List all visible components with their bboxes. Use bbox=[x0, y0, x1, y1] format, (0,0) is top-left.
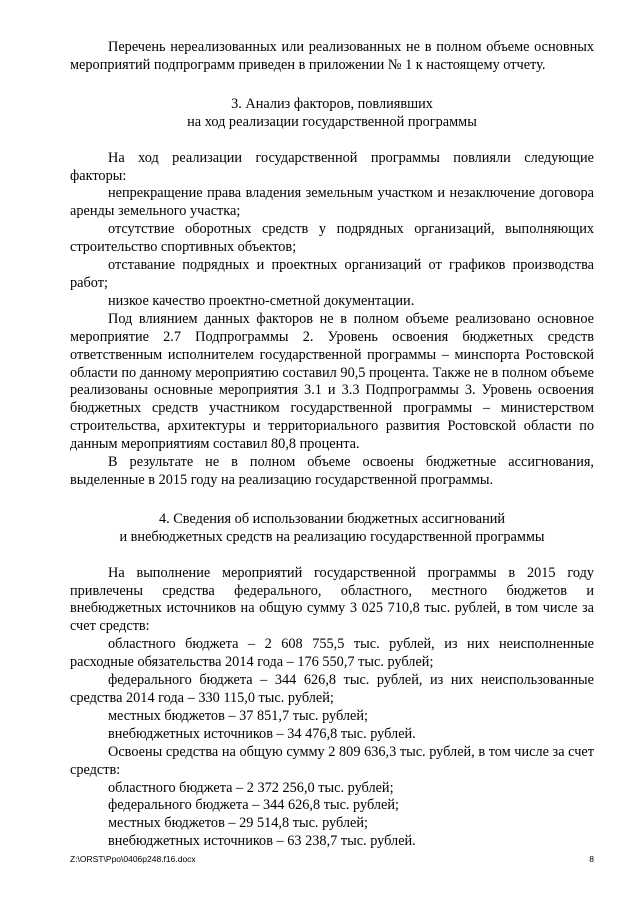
file-path: Z:\ORST\Ppo\0406p248.f16.docx bbox=[70, 854, 196, 864]
section-3-heading-line-2: на ход реализации государственной программы bbox=[187, 113, 477, 130]
section-3 bbox=[70, 96, 594, 490]
funding-item: федерального бюджета – 344 626,8 тыс. рублей, из них неиспользованные средства 2014 года – 330 115,0 тыс. рублей; bbox=[70, 672, 594, 706]
paragraph: Освоены средства на общую сумму 2 809 636,3 тыс. рублей, в том числе за счет средств: bbox=[70, 743, 594, 778]
factor-item: низкое качество проектно-сметной документации. bbox=[108, 292, 415, 309]
section-4-heading-line-2: и внебюджетных средств на реализацию государственной программы bbox=[119, 528, 545, 545]
section-3-heading-line-1: 3. Анализ факторов, повлиявших bbox=[231, 95, 433, 112]
paragraph: В результате не в полном объеме освоены бюджетные ассигнования, выделенные в 2015 году на реализацию государственной программы. bbox=[70, 454, 594, 488]
funding-item: местных бюджетов – 37 851,7 тыс. рублей; bbox=[108, 707, 369, 724]
funding-item: местных бюджетов – 29 514,8 тыс. рублей; bbox=[108, 815, 369, 832]
section-4 bbox=[70, 511, 594, 851]
paragraph: На выполнение мероприятий государственной программы в 2015 году привлечены средства федерального, областного, местного бюджетов и внебюджетных источников на общую сумму 3 025 710,8 тыс. рублей, в том числе за счет средств: bbox=[70, 564, 594, 635]
page-number: 8 bbox=[589, 854, 594, 864]
paragraph: Под влиянием данных факторов не в полном объеме реализовано основное мероприятие 2.7 Подпрограммы 2. Уровень освоения бюджетных средств ответственным исполнителем государственной программы – минспорта Ростовской области по данному мероприятию составил 90,5 процента. Также не в полном объеме реализованы основные мероприятия 3.1 и 3.3 Подпрограммы 3. Уровень освоения бюджетных средств участником государственной программы – министерством строительства, архитектуры и территориального развития Ростовской области по данным мероприятиям составил 80,8 процента. bbox=[70, 310, 594, 453]
funding-item: областного бюджета – 2 372 256,0 тыс. рублей; bbox=[108, 779, 394, 796]
funding-item: внебюджетных источников – 34 476,8 тыс. рублей. bbox=[108, 725, 416, 742]
funding-item: федерального бюджета – 344 626,8 тыс. рублей; bbox=[108, 797, 399, 814]
document-page bbox=[70, 39, 594, 851]
factor-item: отставание подрядных и проектных организаций от графиков производства работ; bbox=[70, 257, 594, 291]
intro-paragraph: Перечень нереализованных или реализованных не в полном объеме основных мероприятий подпрограмм приведен в приложении № 1 к настоящему отчету. bbox=[70, 39, 594, 73]
funding-item: областного бюджета – 2 608 755,5 тыс. рублей, из них неисполненные расходные обязательства 2014 года – 176 550,7 тыс. рублей; bbox=[70, 636, 594, 671]
section-4-heading-line-1: 4. Сведения об использовании бюджетных ассигнований bbox=[158, 510, 506, 527]
factor-item: отсутствие оборотных средств у подрядных организаций, выполняющих строительство спортивных объектов; bbox=[70, 221, 594, 256]
factor-item: непрекращение права владения земельным участком и незаключение договора аренды земельного участка; bbox=[70, 185, 594, 220]
paragraph: На ход реализации государственной программы повлияли следующие факторы: bbox=[70, 149, 594, 184]
funding-item: внебюджетных источников – 63 238,7 тыс. рублей. bbox=[108, 833, 416, 850]
